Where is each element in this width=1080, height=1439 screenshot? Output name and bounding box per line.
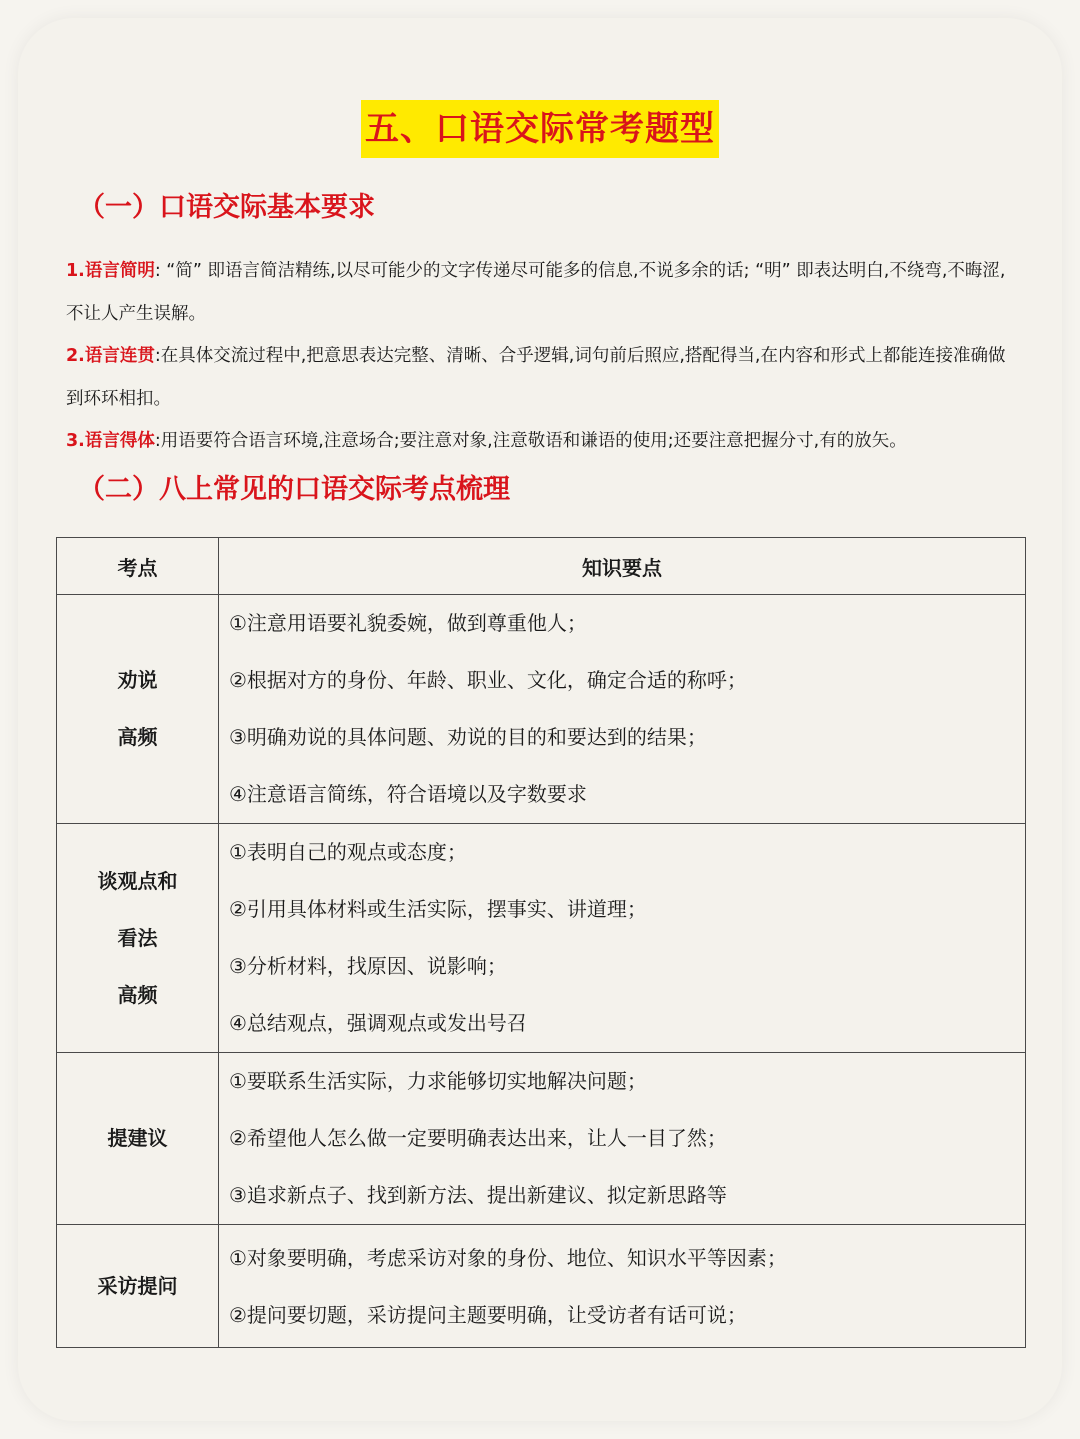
section-heading-requirements: （一）口语交际基本要求 [78, 192, 375, 223]
point-item: ①表明自己的观点或态度； [229, 840, 467, 864]
point-item: ①要联系生活实际，力求能够切实地解决问题； [229, 1069, 647, 1093]
points-cell [219, 1225, 1026, 1348]
requirement-item-coherent [66, 335, 1022, 421]
points-cell [219, 595, 1026, 824]
table-row-suggestion [57, 1053, 1026, 1225]
requirement-text: :用语要符合语言环境,注意场合;要注意对象,注意敬语和谦语的使用;还要注意把握分寸,有的放矢。 [154, 431, 907, 451]
point-item: ②引用具体材料或生活实际，摆事实、讲道理； [229, 897, 647, 921]
header-exam-point: 考点 [57, 538, 219, 595]
point-item: ④注意语言简练，符合语境以及字数要求 [229, 782, 587, 806]
category-line: 高频 [117, 982, 158, 1007]
category-cell [57, 595, 219, 824]
category-line: 谈观点和 [97, 868, 178, 893]
point-item: ②提问要切题，采访提问主题要明确，让受访者有话可说； [229, 1303, 747, 1327]
points-cell [219, 824, 1026, 1053]
exam-points-table [56, 537, 1026, 1348]
requirement-label: 2.语言连贯 [66, 346, 155, 366]
table-row-interview [57, 1225, 1026, 1348]
point-item: ②希望他人怎么做一定要明确表达出来，让人一目了然； [229, 1126, 727, 1150]
requirement-item-appropriate [66, 420, 1022, 463]
category-cell [57, 824, 219, 1053]
requirement-label: 3.语言得体 [66, 431, 155, 451]
table-row-opinion [57, 824, 1026, 1053]
header-knowledge-points: 知识要点 [219, 538, 1026, 595]
category-line: 看法 [117, 925, 158, 950]
page-title: 五、口语交际常考题型 [361, 100, 719, 158]
category-line: 采访提问 [97, 1273, 178, 1298]
section-heading-exam-points: （二）八上常见的口语交际考点梳理 [78, 474, 510, 505]
point-item: ③明确劝说的具体问题、劝说的目的和要达到的结果； [229, 725, 707, 749]
requirement-text: :在具体交流过程中,把意思表达完整、清晰、合乎逻辑,词句前后照应,搭配得当,在内容和形式上都能连接准确做到环环相扣。 [66, 346, 1006, 409]
category-line: 高频 [117, 725, 158, 749]
category-line: 提建议 [107, 1126, 168, 1150]
category-cell [57, 1225, 219, 1348]
requirement-label: 1.语言简明 [66, 261, 155, 281]
requirement-text: : “简” 即语言简洁精练,以尽可能少的文字传递尽可能多的信息,不说多余的话; “明” 即表达明白,不绕弯,不晦涩,不让人产生误解。 [66, 261, 1006, 324]
point-item: ④总结观点，强调观点或发出号召 [229, 1011, 527, 1035]
points-cell [219, 1053, 1026, 1225]
point-item: ②根据对方的身份、年龄、职业、文化，确定合适的称呼； [229, 668, 747, 692]
point-item: ①注意用语要礼貌委婉，做到尊重他人； [229, 611, 587, 635]
category-line: 劝说 [117, 668, 158, 692]
requirement-item-concise [66, 250, 1022, 336]
category-cell [57, 1053, 219, 1225]
table-header-row [57, 538, 1026, 595]
point-item: ①对象要明确，考虑采访对象的身份、地位、知识水平等因素； [229, 1246, 787, 1270]
table-row-persuade [57, 595, 1026, 824]
title-container [0, 100, 1080, 158]
point-item: ③追求新点子、找到新方法、提出新建议、拟定新思路等 [229, 1183, 727, 1207]
point-item: ③分析材料，找原因、说影响； [229, 954, 507, 978]
